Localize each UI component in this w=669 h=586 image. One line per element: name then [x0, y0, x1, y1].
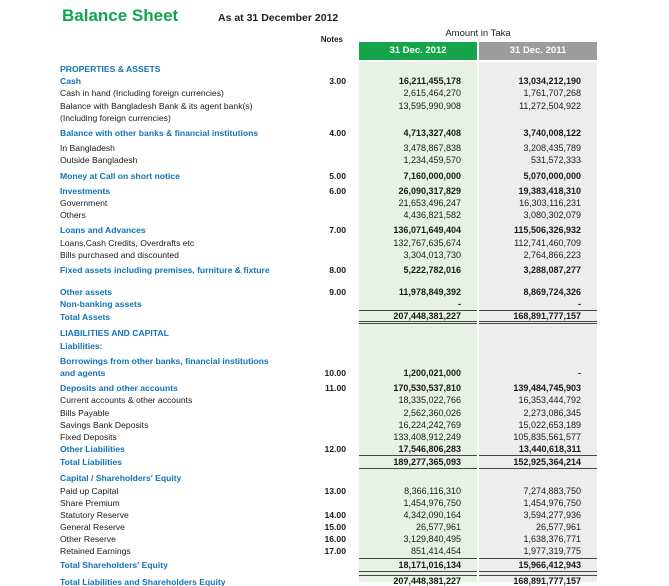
table-row [0, 394, 669, 406]
amount-2012: 3,304,013,730 [403, 249, 461, 260]
note-cell [308, 497, 346, 509]
note-cell [308, 236, 346, 248]
amount-2012: 5,222,782,016 [403, 264, 461, 275]
amount-2012: 1,454,976,750 [403, 497, 461, 508]
note-cell [308, 100, 346, 112]
row-label: Statutory Reserve [60, 509, 129, 520]
amount-2011: 16,353,444,792 [518, 395, 581, 406]
page-title: Balance Sheet [62, 6, 179, 25]
amount-2011 [479, 112, 597, 124]
amount-2011: 1,638,376,771 [523, 534, 581, 545]
note-cell: 11.00 [324, 383, 346, 394]
note-cell [308, 575, 346, 586]
amount-2012: 4,342,090,164 [403, 509, 461, 520]
note-cell [308, 142, 346, 154]
amount-2012: 207,448,381,227 [359, 310, 477, 324]
row-label: Money at Call on short notice [60, 170, 180, 181]
amount-2012: 3,129,840,495 [403, 534, 461, 545]
note-cell: 15.00 [324, 522, 346, 533]
note-cell: 7.00 [329, 225, 346, 236]
amount-2012: 2,615,464,270 [403, 88, 461, 99]
amount-2012 [359, 355, 477, 367]
amount-2011 [479, 355, 597, 367]
row-label: Investments [60, 185, 111, 196]
amount-2012: 1,200,021,000 [403, 368, 461, 379]
row-label: LIABILITIES AND CAPITAL [60, 328, 169, 339]
table-row [0, 185, 669, 197]
amount-2011 [479, 340, 597, 352]
amount-2011: 2,764,866,223 [523, 249, 581, 260]
note-cell [308, 249, 346, 261]
notes-column-header: Notes [320, 35, 343, 44]
note-cell: 14.00 [324, 509, 346, 520]
note-cell [308, 394, 346, 406]
amount-2011: 13,034,212,190 [518, 76, 581, 87]
amount-2011: 3,288,087,277 [523, 264, 581, 275]
row-label: General Reserve [60, 522, 125, 533]
table-row [0, 310, 669, 324]
amount-2011: 13,440,618,311 [518, 444, 581, 455]
amount-2011: 3,740,008,122 [523, 128, 581, 139]
table-row [0, 264, 669, 276]
note-cell: 3.00 [329, 76, 346, 87]
table-row [0, 472, 669, 484]
row-label: Cash in hand (Including foreign currencies) [60, 88, 224, 99]
amount-2011: 2,273,086,345 [523, 407, 581, 418]
note-cell [308, 407, 346, 419]
amount-2011: 19,383,418,310 [518, 185, 581, 196]
note-cell [308, 310, 346, 324]
table-row [0, 197, 669, 209]
amount-2012: 4,713,327,408 [403, 128, 461, 139]
note-cell: 8.00 [329, 264, 346, 275]
amount-2012: 851,414,454 [410, 546, 461, 557]
amount-2011: - [578, 368, 581, 379]
table-row [0, 484, 669, 496]
note-cell [308, 197, 346, 209]
report-date-subtitle: As at 31 December 2012 [218, 12, 339, 24]
row-label: Total Liabilities [60, 457, 122, 468]
note-cell: 5.00 [329, 170, 346, 181]
note-cell [308, 154, 346, 166]
table-row [0, 575, 669, 586]
table-row [0, 521, 669, 533]
note-cell [308, 472, 346, 484]
note-cell [308, 419, 346, 431]
amount-2012 [359, 63, 477, 75]
row-label: Liabilities: [60, 340, 103, 351]
amount-2011: 152,925,364,214 [479, 455, 597, 469]
note-cell [308, 298, 346, 310]
row-label: Fixed assets including premises, furniture & fixture [60, 264, 270, 275]
amount-2012 [359, 472, 477, 484]
row-label: Other assets [60, 287, 113, 298]
amount-2012 [359, 327, 477, 339]
row-label: Total Liabilities and Shareholders Equity [60, 576, 226, 586]
note-cell: 10.00 [324, 368, 346, 379]
note-cell [308, 340, 346, 352]
row-label: Other Reserve [60, 534, 116, 545]
row-label: PROPERTIES & ASSETS [60, 64, 161, 75]
amount-2012: 11,978,849,392 [398, 287, 461, 298]
amount-2011: 3,208,435,789 [523, 143, 581, 154]
note-cell [308, 63, 346, 75]
amount-2011: 3,080,302,079 [523, 210, 581, 221]
amount-2012: 132,767,635,674 [393, 237, 461, 248]
amount-2012: 207,448,381,227 [359, 575, 477, 586]
table-row [0, 142, 669, 154]
amount-2012: 136,071,649,404 [393, 225, 461, 236]
table-row [0, 75, 669, 87]
amount-2011: 168,891,777,157 [479, 575, 597, 586]
note-cell: 17.00 [324, 546, 346, 557]
note-cell [308, 87, 346, 99]
table-row [0, 170, 669, 182]
note-cell [308, 558, 346, 572]
amount-2011 [479, 327, 597, 339]
column-header-2011: 31 Dec. 2011 [479, 42, 597, 60]
table-row [0, 545, 669, 557]
amount-2011: 115,506,326,932 [513, 225, 581, 236]
row-label: Cash [60, 76, 82, 87]
row-label: Loans,Cash Credits, Overdrafts etc [60, 237, 195, 248]
amount-2011: 1,977,319,775 [523, 546, 581, 557]
amount-2011: 26,577,961 [535, 522, 581, 533]
amount-2012: 7,160,000,000 [403, 170, 461, 181]
note-cell [308, 355, 346, 367]
row-label: (Including foreign currencies) [60, 112, 171, 123]
table-row [0, 286, 669, 298]
table-row [0, 431, 669, 443]
row-label: In Bangladesh [60, 143, 115, 154]
amount-2011: 531,572,333 [530, 155, 581, 166]
table-row [0, 533, 669, 545]
amount-2012 [359, 340, 477, 352]
row-label: Government [60, 197, 108, 208]
row-label: Loans and Advances [60, 225, 146, 236]
table-row [0, 327, 669, 339]
note-cell [308, 209, 346, 221]
amount-2012: 2,562,360,026 [403, 407, 461, 418]
note-cell: 12.00 [324, 444, 346, 455]
amount-2011: 5,070,000,000 [523, 170, 581, 181]
amount-2012: 1,234,459,570 [403, 155, 461, 166]
table-row [0, 236, 669, 248]
amount-2011: - [578, 299, 581, 310]
row-label: Paid up Capital [60, 485, 119, 496]
amount-2012: 26,090,317,829 [398, 185, 461, 196]
note-cell: 6.00 [329, 185, 346, 196]
row-label: Bills purchased and discounted [60, 249, 179, 260]
table-row [0, 298, 669, 310]
amount-2011: 11,272,504,922 [519, 100, 581, 111]
amount-2011: 8,869,724,326 [523, 287, 581, 298]
row-label: Others [60, 210, 86, 221]
amount-2012: 16,211,455,178 [398, 76, 461, 87]
table-row [0, 382, 669, 394]
note-cell [308, 455, 346, 469]
amount-2011: 7,274,883,750 [523, 485, 581, 496]
note-cell: 13.00 [324, 485, 346, 496]
column-header-2012: 31 Dec. 2012 [359, 42, 477, 60]
amount-2011: 168,891,777,157 [479, 310, 597, 324]
table-row [0, 509, 669, 521]
amount-2012: - [458, 299, 461, 310]
amount-2011 [479, 472, 597, 484]
amount-2012: 3,478,867,838 [403, 143, 461, 154]
note-cell [308, 327, 346, 339]
table-row [0, 100, 669, 112]
amount-2012: 18,335,022,766 [398, 395, 461, 406]
note-cell: 4.00 [329, 128, 346, 139]
amount-2011: 105,835,561,577 [513, 431, 581, 442]
table-row [0, 112, 669, 124]
table-row [0, 127, 669, 139]
amount-2012: 17,546,806,283 [398, 444, 461, 455]
row-label: Current accounts & other accounts [60, 395, 193, 406]
amount-2012: 21,653,496,247 [398, 197, 461, 208]
amount-2012 [359, 112, 477, 124]
table-row [0, 443, 669, 455]
table-row [0, 558, 669, 572]
row-label: Total Assets [60, 312, 111, 323]
row-label: Outside Bangladesh [60, 155, 138, 166]
note-cell [308, 112, 346, 124]
row-label: Fixed Deposits [60, 431, 117, 442]
table-row [0, 419, 669, 431]
amount-2012: 8,366,116,310 [404, 485, 461, 496]
table-row [0, 154, 669, 166]
table-row [0, 87, 669, 99]
amount-unit-label: Amount in Taka [445, 28, 511, 39]
amount-2011: 15,966,412,943 [479, 558, 597, 572]
row-label: and agents [60, 368, 106, 379]
amount-2012: 16,224,242,769 [398, 419, 461, 430]
note-cell: 9.00 [329, 287, 346, 298]
table-row [0, 209, 669, 221]
table-row [0, 367, 669, 379]
table-row [0, 224, 669, 236]
rows-container [0, 63, 669, 586]
row-label: Borrowings from other banks, financial institutions [60, 355, 269, 366]
table-row [0, 355, 669, 367]
table-row [0, 497, 669, 509]
row-label: Non-banking assets [60, 299, 142, 310]
table-row [0, 63, 669, 75]
amount-2012: 26,577,961 [415, 522, 461, 533]
amount-2011: 15,022,653,189 [518, 419, 581, 430]
note-cell [308, 431, 346, 443]
row-label: Deposits and other accounts [60, 383, 178, 394]
amount-2011: 16,303,116,231 [519, 197, 581, 208]
table-row [0, 249, 669, 261]
row-label: Bills Payable [60, 407, 110, 418]
amount-2011: 1,761,707,268 [523, 88, 581, 99]
amount-2012: 133,408,912,249 [393, 431, 461, 442]
amount-2011: 3,594,277,936 [523, 509, 581, 520]
amount-2012: 13,595,990,908 [398, 100, 461, 111]
amount-2011: 1,454,976,750 [523, 497, 581, 508]
amount-2011: 139,484,745,903 [513, 383, 581, 394]
table-row [0, 340, 669, 352]
table-row [0, 407, 669, 419]
row-label: Balance with other banks & financial institutions [60, 128, 259, 139]
amount-2012: 18,171,016,134 [359, 558, 477, 572]
row-label: Retained Earnings [60, 546, 131, 557]
amount-2012: 4,436,821,582 [403, 210, 461, 221]
table-row [0, 455, 669, 469]
amount-2012: 170,530,537,810 [393, 383, 461, 394]
row-label: Capital / Shareholders' Equity [60, 473, 182, 484]
row-label: Balance with Bangladesh Bank & its agent bank(s) [60, 100, 253, 111]
row-label: Total Shareholders' Equity [60, 559, 168, 570]
amount-2011: 112,741,460,709 [514, 237, 581, 248]
row-label: Share Premium [60, 497, 120, 508]
amount-2011 [479, 63, 597, 75]
amount-2012: 189,277,365,093 [359, 455, 477, 469]
row-label: Other Liabilities [60, 444, 125, 455]
note-cell: 16.00 [324, 534, 346, 545]
row-label: Savings Bank Deposits [60, 419, 149, 430]
